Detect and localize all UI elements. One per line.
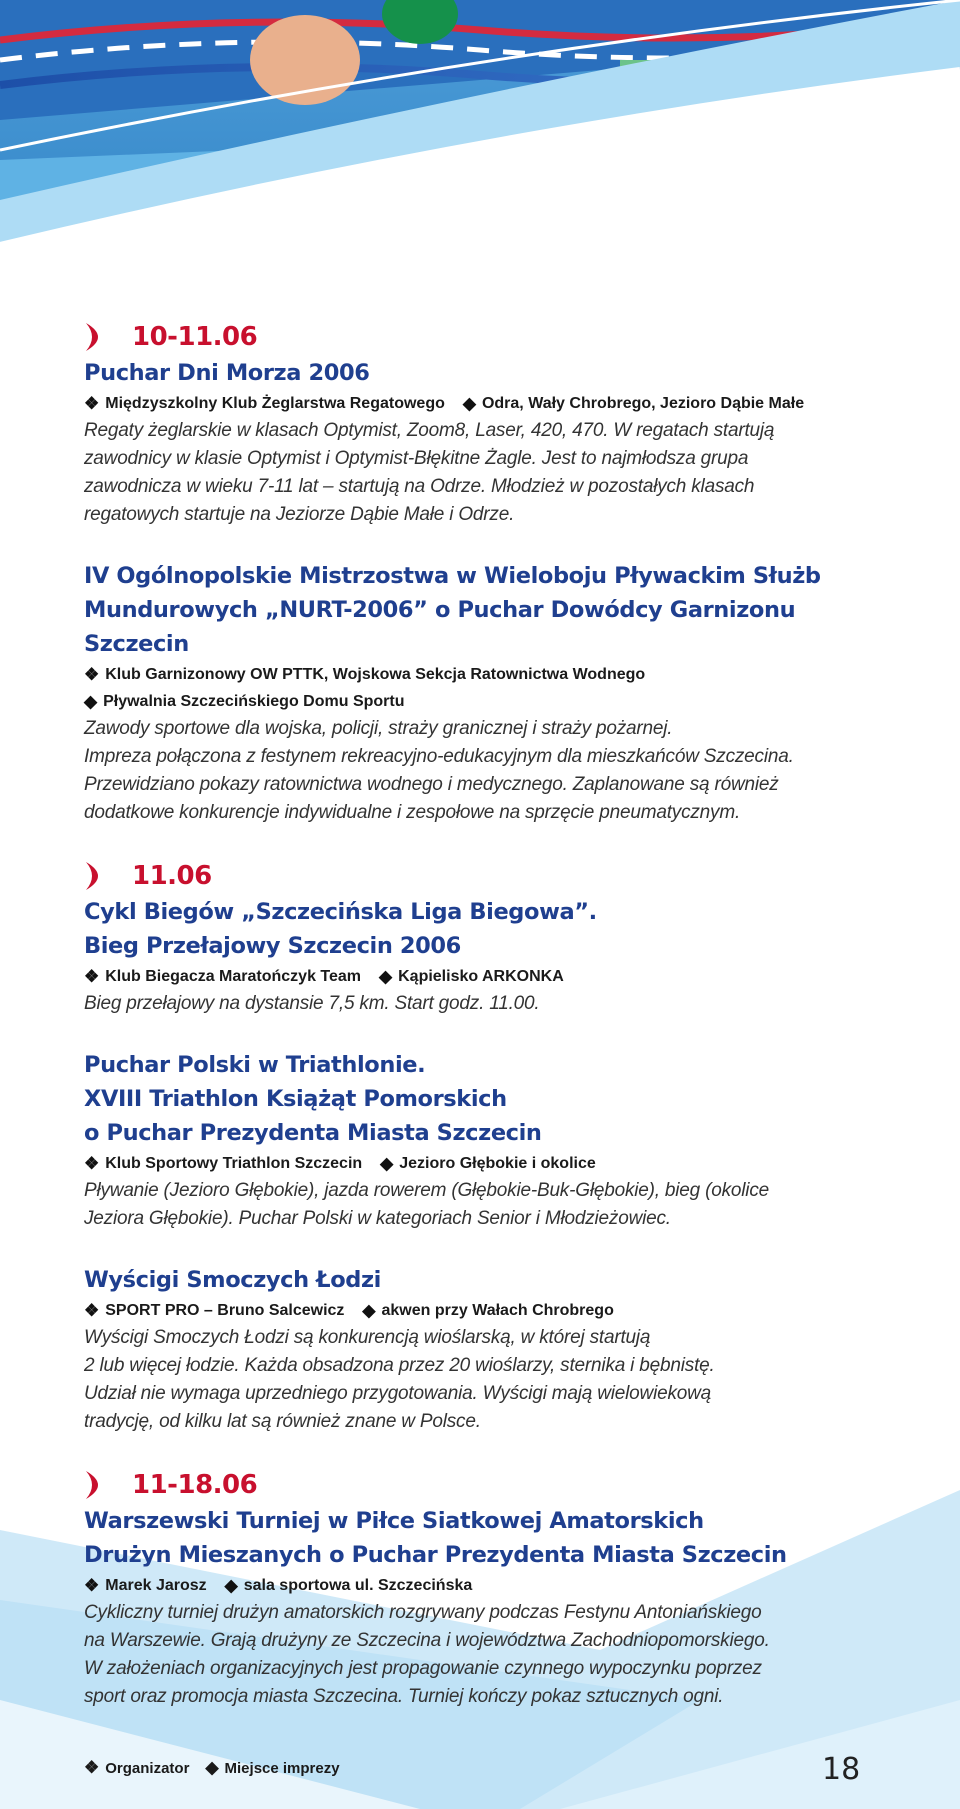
description-line: Regaty żeglarskie w klasach Optymist, Zoom8, Laser, 420, 470. W regatach startują bbox=[84, 420, 775, 441]
legend bbox=[84, 1758, 340, 1778]
description-line: Przewidziano pokazy ratownictwa wodnego i medycznego. Zaplanowane są również bbox=[84, 774, 779, 795]
legend-organizer-label: Organizator bbox=[105, 1759, 190, 1777]
event-venue: akwen przy Wałach Chrobrego bbox=[381, 1302, 614, 1319]
event-meta bbox=[84, 1150, 904, 1177]
event-title: Drużyn Mieszanych o Puchar Prezydenta Miasta Szczecin bbox=[84, 1542, 787, 1568]
event-block bbox=[84, 857, 904, 1018]
event-description bbox=[84, 1324, 904, 1436]
event-meta bbox=[84, 1297, 904, 1324]
event-description bbox=[84, 715, 904, 827]
description-line: sport oraz promocja miasta Szczecina. Turniej kończy pokaz sztucznych ogni. bbox=[84, 1686, 724, 1707]
event-organizer: Klub Garnizonowy OW PTTK, Wojskowa Sekcja Ratownictwa Wodnego bbox=[105, 666, 646, 683]
event-title: o Puchar Prezydenta Miasta Szczecin bbox=[84, 1120, 542, 1146]
organizer-icon: ❖ bbox=[84, 1576, 100, 1595]
event-title: Puchar Polski w Triathlonie. bbox=[84, 1052, 426, 1078]
description-line: tradycję, od kilku lat są również znane w Polsce. bbox=[84, 1411, 481, 1432]
event-meta bbox=[84, 1572, 904, 1599]
organizer-icon: ❖ bbox=[84, 665, 100, 684]
description-line: W założeniach organizacyjnych jest propagowanie czynnego wypoczynku poprzez bbox=[84, 1658, 762, 1679]
date-row bbox=[84, 857, 904, 895]
date-marker-icon bbox=[84, 1471, 110, 1499]
description-line: zawodnicza w wieku 7-11 lat – startują na Odrze. Młodzież w pozostałych klasach bbox=[84, 476, 755, 497]
description-line: dodatkowe konkurencje indywidualne i zespołowe na sprzęcie pneumatycznym. bbox=[84, 802, 741, 823]
description-line: na Warszewie. Grają drużyny ze Szczecina i województwa Zachodniopomorskiego. bbox=[84, 1630, 770, 1651]
event-organizer: Marek Jarosz bbox=[105, 1577, 207, 1594]
event-description bbox=[84, 1177, 904, 1233]
event-meta bbox=[84, 688, 904, 715]
event-description bbox=[84, 417, 904, 529]
event-description bbox=[84, 1599, 904, 1711]
event-venue: Jezioro Głębokie i okolice bbox=[399, 1155, 596, 1172]
event-date: 10-11.06 bbox=[132, 322, 258, 352]
description-line: Jeziora Głębokie). Puchar Polski w kategoriach Senior i Młodzieżowiec. bbox=[84, 1208, 671, 1229]
event-organizer: Klub Biegacza Maratończyk Team bbox=[105, 968, 362, 985]
date-row bbox=[84, 1466, 904, 1504]
event-block bbox=[84, 559, 904, 827]
description-line: Bieg przełajowy na dystansie 7,5 km. Start godz. 11.00. bbox=[84, 993, 540, 1014]
event-title: IV Ogólnopolskie Mistrzostwa w Wieloboju Pływackim Służb bbox=[84, 563, 821, 589]
event-description bbox=[84, 990, 904, 1018]
description-line: Wyścigi Smoczych Łodzi są konkurencją wioślarską, w której startują bbox=[84, 1327, 651, 1348]
date-marker-icon bbox=[84, 862, 110, 890]
venue-icon: ◆ bbox=[84, 692, 98, 711]
event-title: Wyścigi Smoczych Łodzi bbox=[84, 1267, 381, 1293]
description-line: regatowych startuje na Jeziorze Dąbie Małe i Odrze. bbox=[84, 504, 515, 525]
event-meta bbox=[84, 661, 904, 688]
event-block bbox=[84, 1048, 904, 1233]
event-organizer: SPORT PRO – Bruno Salcewicz bbox=[105, 1302, 345, 1319]
organizer-icon: ❖ bbox=[84, 967, 100, 986]
venue-icon: ◆ bbox=[205, 1758, 219, 1777]
description-line: Cykliczny turniej drużyn amatorskich rozgrywany podczas Festynu Antoniańskiego bbox=[84, 1602, 762, 1623]
event-title: XVIII Triathlon Książąt Pomorskich bbox=[84, 1086, 507, 1112]
event-organizer: Międzyszkolny Klub Żeglarstwa Regatowego bbox=[105, 395, 445, 412]
event-venue: Pływalnia Szczecińskiego Domu Sportu bbox=[103, 693, 405, 710]
event-meta bbox=[84, 390, 904, 417]
description-line: Udział nie wymaga uprzedniego przygotowania. Wyścigi mają wielowiekową bbox=[84, 1383, 712, 1404]
event-block bbox=[84, 1466, 904, 1711]
description-line: zawodnicy w klasie Optymist i Optymist-Błękitne Żagle. Jest to najmłodsza grupa bbox=[84, 448, 749, 469]
event-venue: sala sportowa ul. Szczecińska bbox=[243, 1577, 473, 1594]
event-venue: Odra, Wały Chrobrego, Jezioro Dąbie Małe bbox=[481, 395, 805, 412]
date-marker-icon bbox=[84, 323, 110, 351]
event-title: Cykl Biegów „Szczecińska Liga Biegowa”. bbox=[84, 899, 597, 925]
venue-icon: ◆ bbox=[462, 394, 476, 413]
description-line: 2 lub więcej łodzie. Każda obsadzona przez 20 wioślarzy, sternika i bębnistę. bbox=[84, 1355, 715, 1376]
venue-icon: ◆ bbox=[379, 967, 393, 986]
legend-venue-label: Miejsce imprezy bbox=[224, 1759, 340, 1777]
venue-icon: ◆ bbox=[224, 1576, 238, 1595]
event-title: Warszewski Turniej w Piłce Siatkowej Amatorskich bbox=[84, 1508, 704, 1534]
event-title: Mundurowych „NURT-2006” o Puchar Dowódcy Garnizonu Szczecin bbox=[84, 597, 796, 657]
page-number: 18 bbox=[822, 1752, 861, 1787]
venue-icon: ◆ bbox=[362, 1301, 376, 1320]
event-block bbox=[84, 1263, 904, 1436]
event-list bbox=[84, 318, 904, 1741]
organizer-icon: ❖ bbox=[84, 1758, 100, 1777]
description-line: Impreza połączona z festynem rekreacyjno-edukacyjnym dla mieszkańców Szczecina. bbox=[84, 746, 794, 767]
venue-icon: ◆ bbox=[380, 1154, 394, 1173]
organizer-icon: ❖ bbox=[84, 1154, 100, 1173]
date-row bbox=[84, 318, 904, 356]
event-title: Bieg Przełajowy Szczecin 2006 bbox=[84, 933, 461, 959]
event-block bbox=[84, 318, 904, 529]
event-venue: Kąpielisko ARKONKA bbox=[398, 968, 564, 985]
event-date: 11-18.06 bbox=[132, 1470, 258, 1500]
organizer-icon: ❖ bbox=[84, 394, 100, 413]
event-title: Puchar Dni Morza 2006 bbox=[84, 360, 370, 386]
organizer-icon: ❖ bbox=[84, 1301, 100, 1320]
description-line: Zawody sportowe dla wojska, policji, straży granicznej i straży pożarnej. bbox=[84, 718, 673, 739]
event-organizer: Klub Sportowy Triathlon Szczecin bbox=[105, 1155, 363, 1172]
event-date: 11.06 bbox=[132, 861, 212, 891]
event-meta bbox=[84, 963, 904, 990]
description-line: Pływanie (Jezioro Głębokie), jazda rowerem (Głębokie-Buk-Głębokie), bieg (okolice bbox=[84, 1180, 769, 1201]
